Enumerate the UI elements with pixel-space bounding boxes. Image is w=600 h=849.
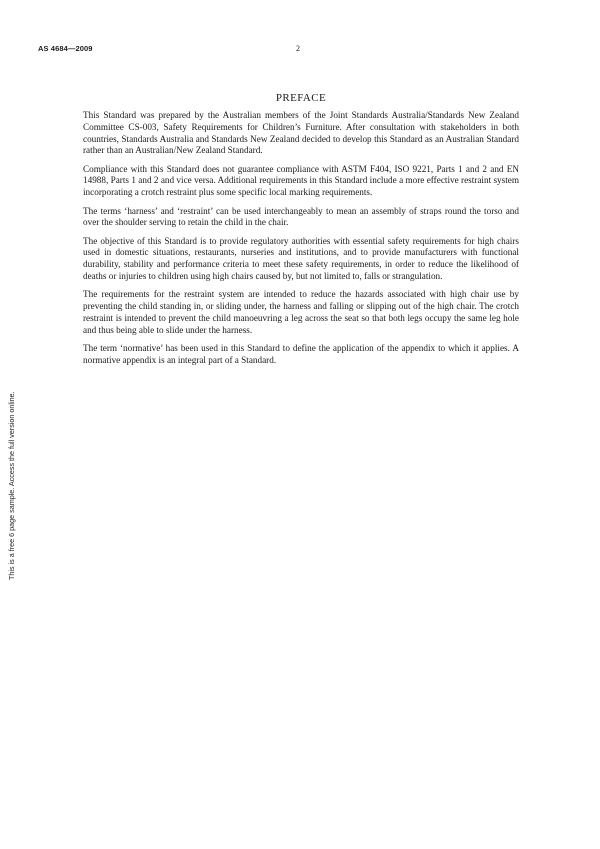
sample-notice: This is a free 6 page sample. Access the full version online. xyxy=(7,391,16,580)
preface-paragraph: This Standard was prepared by the Australian members of the Joint Standards Australia/Standards New Zealand Committee CS-003, Safety Requirements for Children’s Furniture. After consultation with stakeholders in both countries, Standards Australia and Standards New Zealand decided to develop this Standard as an Australian Standard rather than an Australian/New Zealand Standard. xyxy=(83,110,519,156)
document-identifier: AS 4684—2009 xyxy=(38,44,93,53)
preface-paragraph: Compliance with this Standard does not guarantee compliance with ASTM F404, ISO 9221, Parts 1 and 2 and EN 14988, Parts 1 and 2 and vice versa. Additional requirements in this Standard include a more effective restraint system incorporating a crotch restraint plus some specific local marking requirements. xyxy=(83,163,519,198)
page-number: 2 xyxy=(296,44,300,53)
preface-paragraph: The objective of this Standard is to provide regulatory authorities with essential safety requirements for high chairs used in domestic situations, restaurants, nurseries and institutions, and to provide manufacturers with functional durability, stability and performance criteria to meet these safety requirements, in order to reduce the likelihood of deaths or injuries to children using high chairs caused by, but not limited to, falls or strangulation. xyxy=(83,235,519,282)
preface-paragraph: The terms ‘harness’ and ‘restraint’ can be used interchangeably to mean an assembly of straps round the torso and over the shoulder serving to retain the child in the chair. xyxy=(83,205,519,228)
preface-heading: PREFACE xyxy=(275,92,327,104)
preface-section xyxy=(83,92,519,373)
preface-paragraph: The term ‘normative’ has been used in this Standard to define the application of the appendix to which it applies. A normative appendix is an integral part of a Standard. xyxy=(83,343,519,365)
preface-paragraph: The requirements for the restraint system are intended to reduce the hazards associated with high chair use by preventing the child standing in, or sliding under, the harness and falling or slipping out of the high chair. The crotch restraint is intended to prevent the child manoeuvring a leg across the seat so that both legs occupy the same leg hole and thus being able to slide under the harness. xyxy=(83,289,519,335)
